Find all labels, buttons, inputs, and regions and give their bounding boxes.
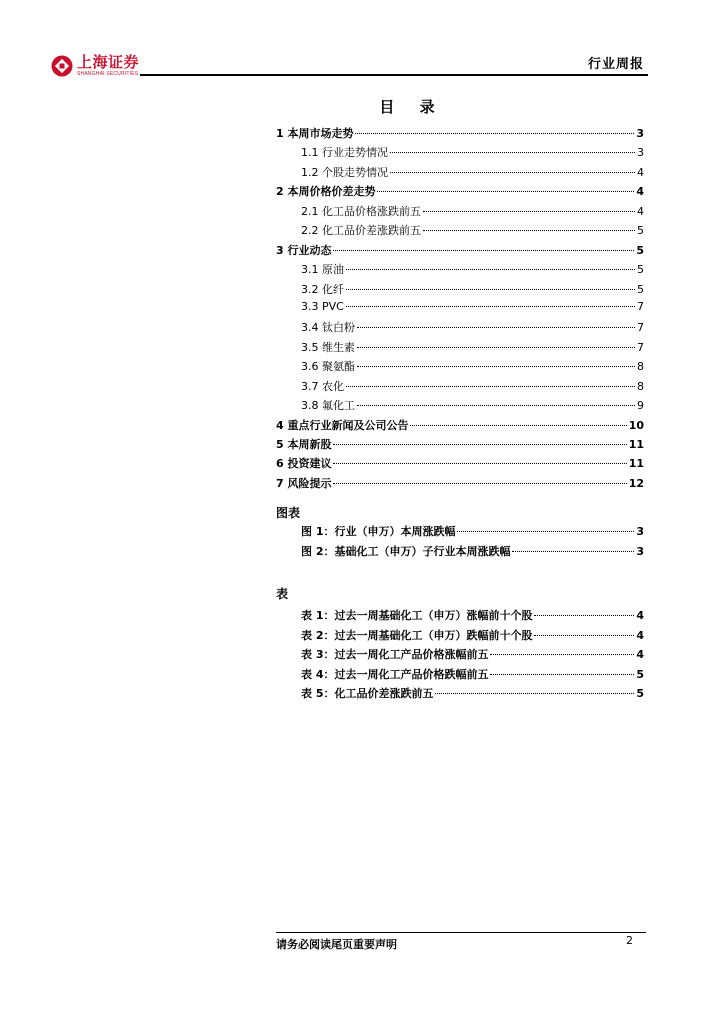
tables-list [301,607,644,705]
toc-entry[interactable]: 2 本周价格价差走势 4 [276,185,644,199]
toc-entry[interactable]: 2.2 化工品价差涨跌前五 5 [301,224,644,238]
table-entry[interactable]: 表 1：过去一周基础化工（申万）涨幅前十个股 4 [301,609,644,622]
figures-heading: 图表 [276,506,301,520]
toc-entry[interactable]: 1 本周市场走势 3 [276,127,644,140]
table-of-contents [276,125,644,494]
toc-entry[interactable]: 1.1 行业走势情况 3 [301,146,644,160]
logo-english-name: SHANGHAI SECURITIES [77,71,139,77]
toc-entry[interactable]: 2.1 化工品价格涨跌前五 4 [301,204,644,218]
figures-list [301,523,644,562]
header-divider [140,74,648,76]
table-entry[interactable]: 表 2：过去一周基础化工（申万）跌幅前十个股 4 [301,628,644,642]
logo-chinese-name: 上海证券 [77,53,140,71]
table-entry[interactable]: 表 5：化工品价差涨跌前五 5 [301,687,644,701]
toc-entry[interactable]: 1.2 个股走势情况 4 [301,165,644,179]
toc-entry[interactable]: 3.8 氟化工 9 [301,399,644,413]
toc-entry[interactable]: 3.6 聚氨酯 8 [301,360,644,374]
toc-entry[interactable]: 5 本周新股 11 [276,438,644,451]
table-entry[interactable]: 表 4：过去一周化工产品价格跌幅前五 5 [301,667,644,681]
footer-divider [276,932,646,933]
toc-entry[interactable]: 3.4 钛白粉 7 [301,321,644,335]
company-logo [50,54,139,78]
toc-entry[interactable]: 3.3 PVC 7 [301,299,644,313]
figure-entry[interactable]: 图 2：基础化工（申万）子行业本周涨跌幅 3 [301,544,644,558]
toc-entry[interactable]: 3 行业动态 5 [276,243,644,257]
logo-emblem-icon [50,54,74,78]
toc-entry[interactable]: 3.2 化纤 5 [301,282,644,296]
toc-entry[interactable]: 3.7 农化 8 [301,379,644,393]
toc-entry[interactable]: 6 投资建议 11 [276,457,644,471]
footer-disclaimer: 请务必阅读尾页重要声明 [276,938,397,951]
report-type: 行业周报 [587,57,644,72]
toc-entry[interactable]: 4 重点行业新闻及公司公告 10 [276,418,644,432]
toc-title: 目 录 [379,98,445,116]
table-entry[interactable]: 表 3：过去一周化工产品价格涨幅前五 4 [301,648,644,662]
figure-entry[interactable]: 图 1：行业（申万）本周涨跌幅 3 [301,525,644,538]
toc-entry[interactable]: 3.5 维生素 7 [301,340,644,354]
toc-entry[interactable]: 3.1 原油 5 [301,263,644,277]
page-number: 2 [626,934,633,947]
tables-heading: 表 [276,587,289,601]
toc-entry[interactable]: 7 风险提示 12 [276,476,644,490]
